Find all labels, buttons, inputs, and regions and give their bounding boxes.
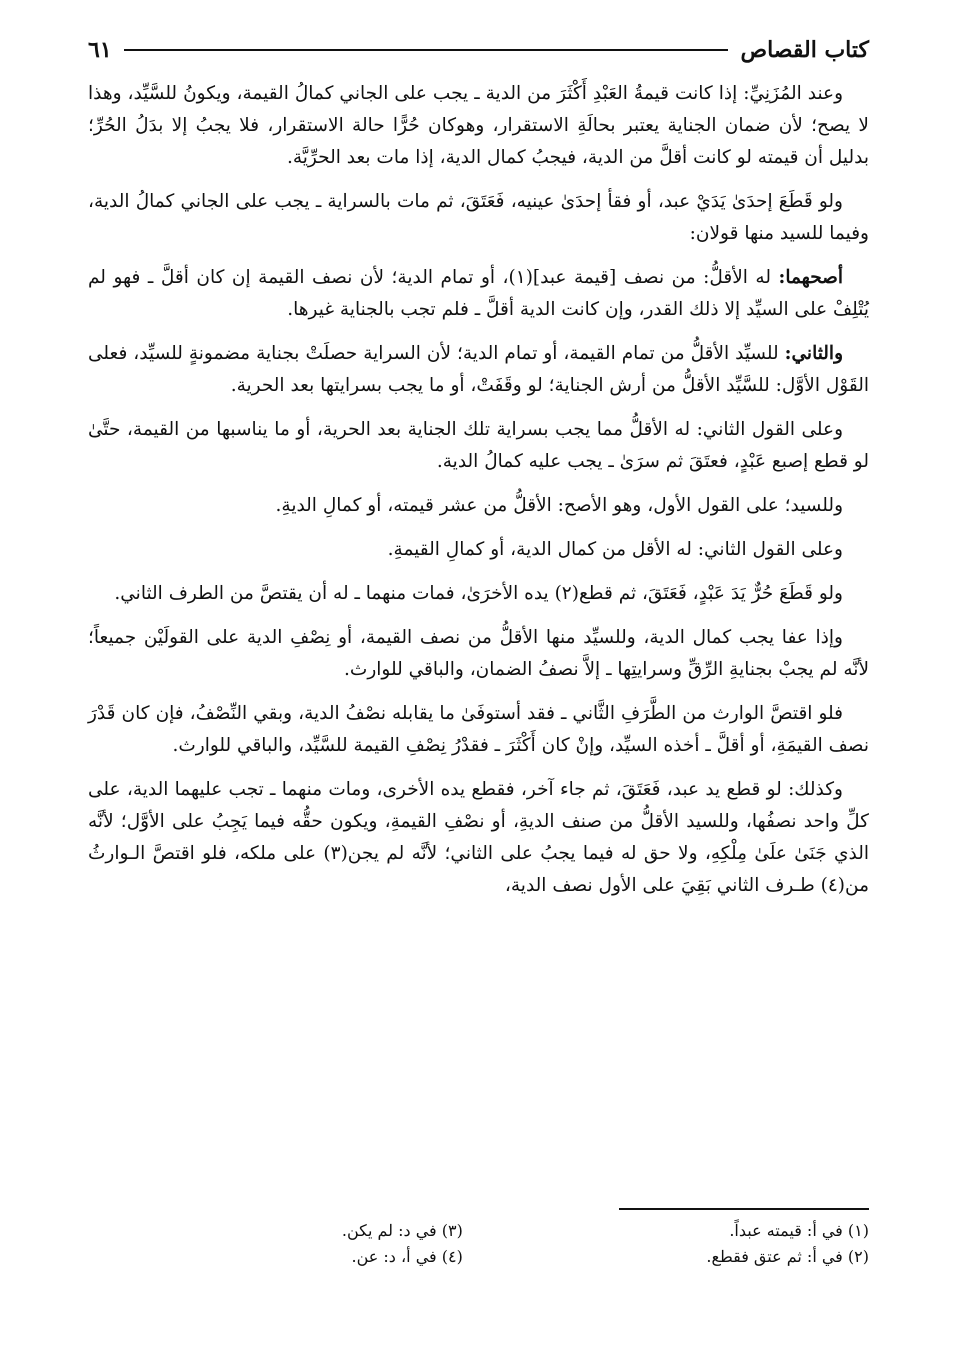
paragraph: وللسيد؛ على القول الأول، وهو الأصح: الأقلُّ من عشر قيمته، أو كمالِ الديةِ. bbox=[275, 495, 843, 516]
running-title: كتاب القصاص bbox=[740, 37, 869, 63]
footnote: (١) في أ: قيمته عبداً. bbox=[729, 1221, 869, 1240]
paragraph: فلو اقتصَّ الوارث من الطَّرَفِ الثَّاني ـ فقد أستوفَىٰ ما يقابله نصْفُ الدية، وبقي النِّصْفُ، فإن كان قَدْرَ نصف القيمَةِ، أو أقلَّ ـ أخذه السيِّد، وإنْ كان أَكْثَرَ ـ فقدْرُ نِصْفِ القيمة للسَّيِّد، والباقي للوارث. bbox=[88, 703, 869, 756]
footnote-column-right bbox=[494, 1218, 869, 1270]
paragraph: وإذا عفا يجب كمال الدية، وللسيِّد منها الأقلُّ من نصف القيمة، أو نِصْفِ الدية على القولَيْن جميعاً؛ لأنَّه لم يجبْ بجنايةِ الرِّقِّ وسرايتِها ـ إلاَّ نصفُ الضمان، والباقي للوارث. bbox=[88, 627, 869, 680]
bold-lead: والثاني: bbox=[784, 343, 843, 364]
paragraph: وكذلك: لو قطع يد عبد، فَعَتَقَ، ثم جاء آخر، فقطع يده الأخرى، ومات منهما ـ تجب عليهما الدية، على كلِّ واحد نصفُها، وللسيد الأقلُّ من صنف الديةِ، أو نصْفِ القيمةِ، ويكون حقُّه فيما يَجِبُ على الأوَّل؛ لأنَّه الذي جَنَىٰ علَىٰ مِلْكِهِ، ولا حق له فيما يجبُ على الثاني؛ لأنَّه لم يجن(٣) على ملكه، فلو اقتصَّ الـوارثُ من(٤) طـرف الثاني بَقِيَ على الأول نصف الدية، bbox=[88, 779, 870, 896]
footnote: (٢) في أ: ثم عتق فقطع. bbox=[706, 1247, 869, 1266]
paragraph: ولو قَطَعَ إحدَىٰ يَدَيْ عبد، أو فقأ إحدَىٰ عينيه، فَعَتَقَ، ثم مات بالسراية ـ يجب على الجاني كمالُ الدية، وفيما للسيد منها قولان: bbox=[88, 191, 869, 244]
footnote: (٣) في د: لم يكن. bbox=[341, 1221, 463, 1240]
paragraph: ولو قَطَعَ حُرٌّ يَدَ عَبْدٍ، فَعَتَقَ، ثم قطع(٢) يده الأخرَىٰ، فمات منهما ـ له أن يقتصَّ من الطرف الثاني. bbox=[114, 583, 843, 604]
paragraph: والثاني: للسيِّد الأقلُّ من تمام القيمة، أو تمام الدية؛ لأن السراية حصلَتْ بجناية مضمونةٍ للسيِّد، فعلى القَوْل الأوَّل: للسَّيِّد الأقلُّ من أرش الجناية؛ لو وقَفَتْ، أو ما يجب بسرايتها بعد الحرية. bbox=[88, 343, 869, 396]
paragraph: وعلى القول الثاني: له الأقل من كمال الدية، أو كمالِ القيمةِ. bbox=[387, 539, 843, 560]
paragraph: أصحهما: له الأقلُّ: من نصف [قيمة عبد](١)، أو تمام الدية؛ لأن نصف القيمة إن كان أقلَّ ـ فهو لم يُتْلِفْ على السيِّد إلا ذلك القدر، وإن كانت الدية أقلَّ ـ فلم تجب بالجناية غيرها. bbox=[88, 267, 869, 320]
page-header bbox=[88, 30, 869, 70]
footnote: (٤) في أ، د: عن. bbox=[351, 1247, 463, 1266]
bold-lead: أصحهما: bbox=[778, 267, 843, 288]
paragraph: وعند المُزَنِيِّ: إذا كانت قيمةُ العَبْدِ أَكْثَرَ من الدية ـ يجب على الجاني كمالُ القيمة، ويكونُ للسَّيِّد، وهذا لا يصح؛ لأن ضمان الجناية يعتبر بحالَةِ الاستقرار، وهوكان حُرًّا حالة الاستقرار، فلا يجبُ إلا بدَلُ الحُرِّ؛ بدليل أن قيمته لو كانت أقلَّ من الدية، فيجبُ كمال الدية، إذا مات بعد الحرِّيَّة. bbox=[88, 83, 869, 168]
paragraph: وعلى القول الثاني: له الأقلُّ مما يجب بسراية تلك الجناية بعد الحرية، أو ما يناسبها من القيمة، حتَّىٰ لو قطع إصبع عَبْدٍ، فعتَقَ ثم سرَىٰ ـ يجب عليه كمالُ الدية. bbox=[88, 419, 869, 472]
footnote-column-left bbox=[88, 1218, 463, 1270]
footnote-separator bbox=[619, 1208, 869, 1210]
header-rule bbox=[124, 49, 729, 51]
footnotes bbox=[88, 1208, 869, 1270]
main-text bbox=[88, 78, 869, 902]
page-number: ٦١ bbox=[88, 37, 112, 63]
